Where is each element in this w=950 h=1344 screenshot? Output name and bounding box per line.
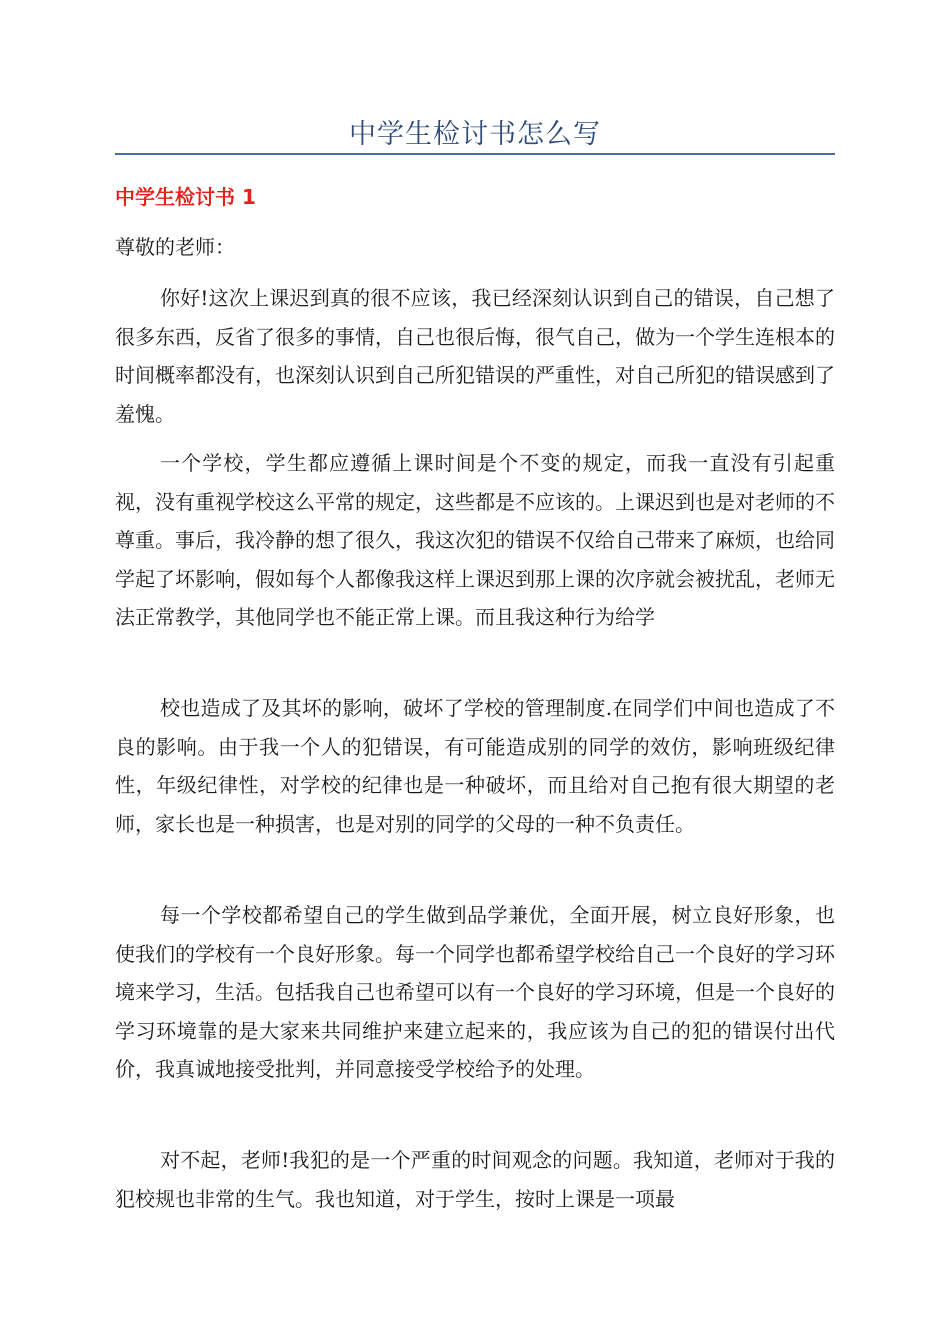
paragraph-2: 一个学校，学生都应遵循上课时间是个不变的规定，而我一直没有引起重视，没有重视学校这么平常的规定，这些都是不应该的。上课迟到也是对老师的不尊重。事后，我冷静的想了很久，我这次犯的错误不仅给自己带来了麻烦，也给同学起了坏影响，假如每个人都像我这样上课迟到那上课的次序就会被扰乱，老师无法正常教学，其他同学也不能正常上课。而且我这种行为给学	[115, 451, 835, 629]
paragraph-5: 对不起，老师!我犯的是一个严重的时间观念的问题。我知道，老师对于我的犯校规也非常的生气。我也知道，对于学生，按时上课是一项最	[115, 1148, 835, 1211]
document-title: 中学生检讨书怎么写	[349, 119, 601, 150]
paragraph-3: 校也造成了及其坏的影响，破坏了学校的管理制度.在同学们中间也造成了不良的影响。由于我一个人的犯错误，有可能造成别的同学的效仿，影响班级纪律性，年级纪律性，对学校的纪律也是一种破坏，而且给对自己抱有很大期望的老师，家长也是一种损害，也是对别的同学的父母的一种不负责任。	[115, 696, 835, 836]
paragraph-4: 每一个学校都希望自己的学生做到品学兼优，全面开展，树立良好形象，也使我们的学校有一个良好形象。每一个同学也都希望学校给自己一个良好的学习环境来学习，生活。包括我自己也希望可以有一个良好的学习环境，但是一个良好的学习环境靠的是大家来共同维护来建立起来的，我应该为自己的犯的错误付出代价，我真诚地接受批判，并同意接受学校给予的处理。	[115, 903, 835, 1081]
salutation: 尊敬的老师：	[115, 235, 235, 259]
title-divider	[115, 153, 835, 155]
section-heading: 中学生检讨书 1	[115, 185, 256, 209]
paragraph-1: 你好!这次上课迟到真的很不应该，我已经深刻认识到自己的错误，自己想了很多东西，反省了很多的事情，自己也很后悔，很气自己，做为一个学生连根本的时间概率都没有，也深刻认识到自己所犯错误的严重性，对自己所犯的错误感到了羞愧。	[115, 286, 835, 426]
